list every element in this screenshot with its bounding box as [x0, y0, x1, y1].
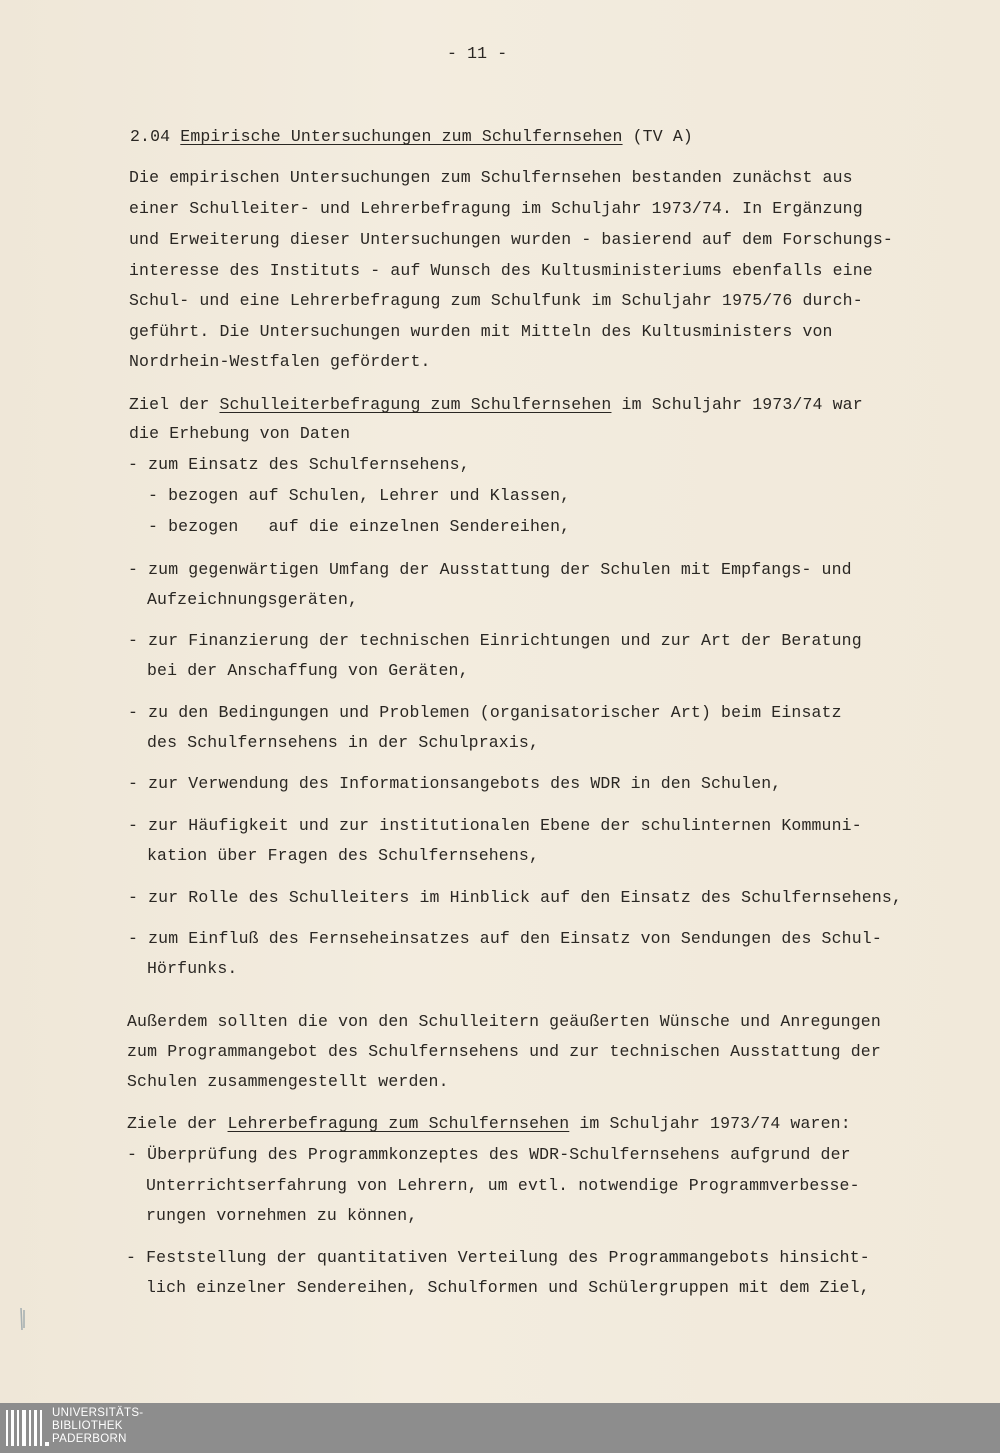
list-item: - zur Rolle des Schulleiters im Hinblick auf den Einsatz des Schulfernsehens,: [128, 888, 902, 907]
goal1-suffix: im Schuljahr 1973/74 war: [611, 395, 863, 414]
list-item: - zur Verwendung des Informationsangebots des WDR in den Schulen,: [128, 774, 782, 793]
intro-line: Nordrhein-Westfalen gefördert.: [129, 352, 431, 371]
library-name-line: UNIVERSITÄTS-: [52, 1407, 144, 1419]
extra-line: Außerdem sollten die von den Schulleitern geäußerten Wünsche und Anregungen: [127, 1012, 881, 1031]
list-item-cont: des Schulfernsehens in der Schulpraxis,: [147, 733, 540, 752]
section-suffix: (TV A): [632, 127, 693, 146]
library-footer: [0, 1403, 1000, 1453]
library-name-line: BIBLIOTHEK: [52, 1420, 123, 1432]
list-item-cont: rungen vornehmen zu können,: [146, 1206, 418, 1225]
goal2-prefix: Ziele der: [127, 1114, 228, 1133]
intro-line: einer Schulleiter- und Lehrerbefragung im Schuljahr 1973/74. In Ergänzung: [129, 199, 863, 218]
list-item: - zum gegenwärtigen Umfang der Ausstattung der Schulen mit Empfangs- und: [128, 560, 852, 579]
extra-line: zum Programmangebot des Schulfernsehens und zur technischen Ausstattung der: [127, 1042, 881, 1061]
goal1-line: [129, 395, 863, 415]
list-subitem: - bezogen auf die einzelnen Sendereihen,: [148, 517, 571, 536]
list-item: - zum Einsatz des Schulfernsehens,: [128, 455, 470, 474]
list-item: - zur Häufigkeit und zur institutionalen Ebene der schulinternen Kommuni-: [128, 816, 862, 835]
intro-line: geführt. Die Untersuchungen wurden mit Mitteln des Kultusministers von: [129, 322, 833, 341]
list-subitem: - bezogen auf Schulen, Lehrer und Klassen,: [148, 486, 571, 505]
list-item: - zum Einfluß des Fernseheinsatzes auf den Einsatz von Sendungen des Schul-: [128, 929, 882, 948]
goal2-line: [127, 1114, 851, 1134]
section-number: 2.04: [130, 127, 171, 146]
list-item-cont: bei der Anschaffung von Geräten,: [147, 661, 469, 680]
goal1-line2: die Erhebung von Daten: [129, 424, 351, 443]
extra-line: Schulen zusammengestellt werden.: [127, 1072, 449, 1091]
library-logo-icon: [4, 1406, 50, 1450]
list-item: - Feststellung der quantitativen Verteilung des Programmangebots hinsicht-: [126, 1248, 870, 1267]
list-item: - zur Finanzierung der technischen Einrichtungen und zur Art der Beratung: [128, 631, 862, 650]
list-item-cont: Aufzeichnungsgeräten,: [147, 590, 359, 609]
goal1-underlined: Schulleiterbefragung zum Schulfernsehen: [219, 395, 612, 414]
ink-mark: [16, 1306, 30, 1332]
goal2-underlined: Lehrerbefragung zum Schulfernsehen: [227, 1114, 570, 1133]
list-item: - Überprüfung des Programmkonzeptes des WDR-Schulfernsehens aufgrund der: [127, 1145, 851, 1164]
list-item-cont: Hörfunks.: [147, 959, 238, 978]
intro-line: Die empirischen Untersuchungen zum Schulfernsehen bestanden zunächst aus: [129, 168, 853, 187]
intro-line: Schul- und eine Lehrerbefragung zum Schulfunk im Schuljahr 1975/76 durch-: [129, 291, 863, 310]
list-item-cont: Unterrichtserfahrung von Lehrern, um evtl. notwendige Programmverbesse-: [146, 1176, 860, 1195]
section-heading: [130, 127, 693, 147]
page-number: - 11 -: [447, 44, 508, 63]
goal2-suffix: im Schuljahr 1973/74 waren:: [569, 1114, 851, 1133]
list-item-cont: kation über Fragen des Schulfernsehens,: [147, 846, 540, 865]
library-name: [52, 1407, 143, 1446]
intro-line: und Erweiterung dieser Untersuchungen wurden - basierend auf dem Forschungs-: [129, 230, 893, 249]
list-item: - zu den Bedingungen und Problemen (organisatorischer Art) beim Einsatz: [128, 703, 842, 722]
intro-line: interesse des Instituts - auf Wunsch des Kultusministeriums ebenfalls eine: [129, 261, 873, 280]
list-item-cont: lich einzelner Sendereihen, Schulformen und Schülergruppen mit dem Ziel,: [146, 1278, 870, 1297]
goal1-prefix: Ziel der: [129, 395, 220, 414]
section-title: Empirische Untersuchungen zum Schulfernsehen: [180, 127, 623, 146]
library-name-line: PADERBORN: [52, 1433, 127, 1445]
